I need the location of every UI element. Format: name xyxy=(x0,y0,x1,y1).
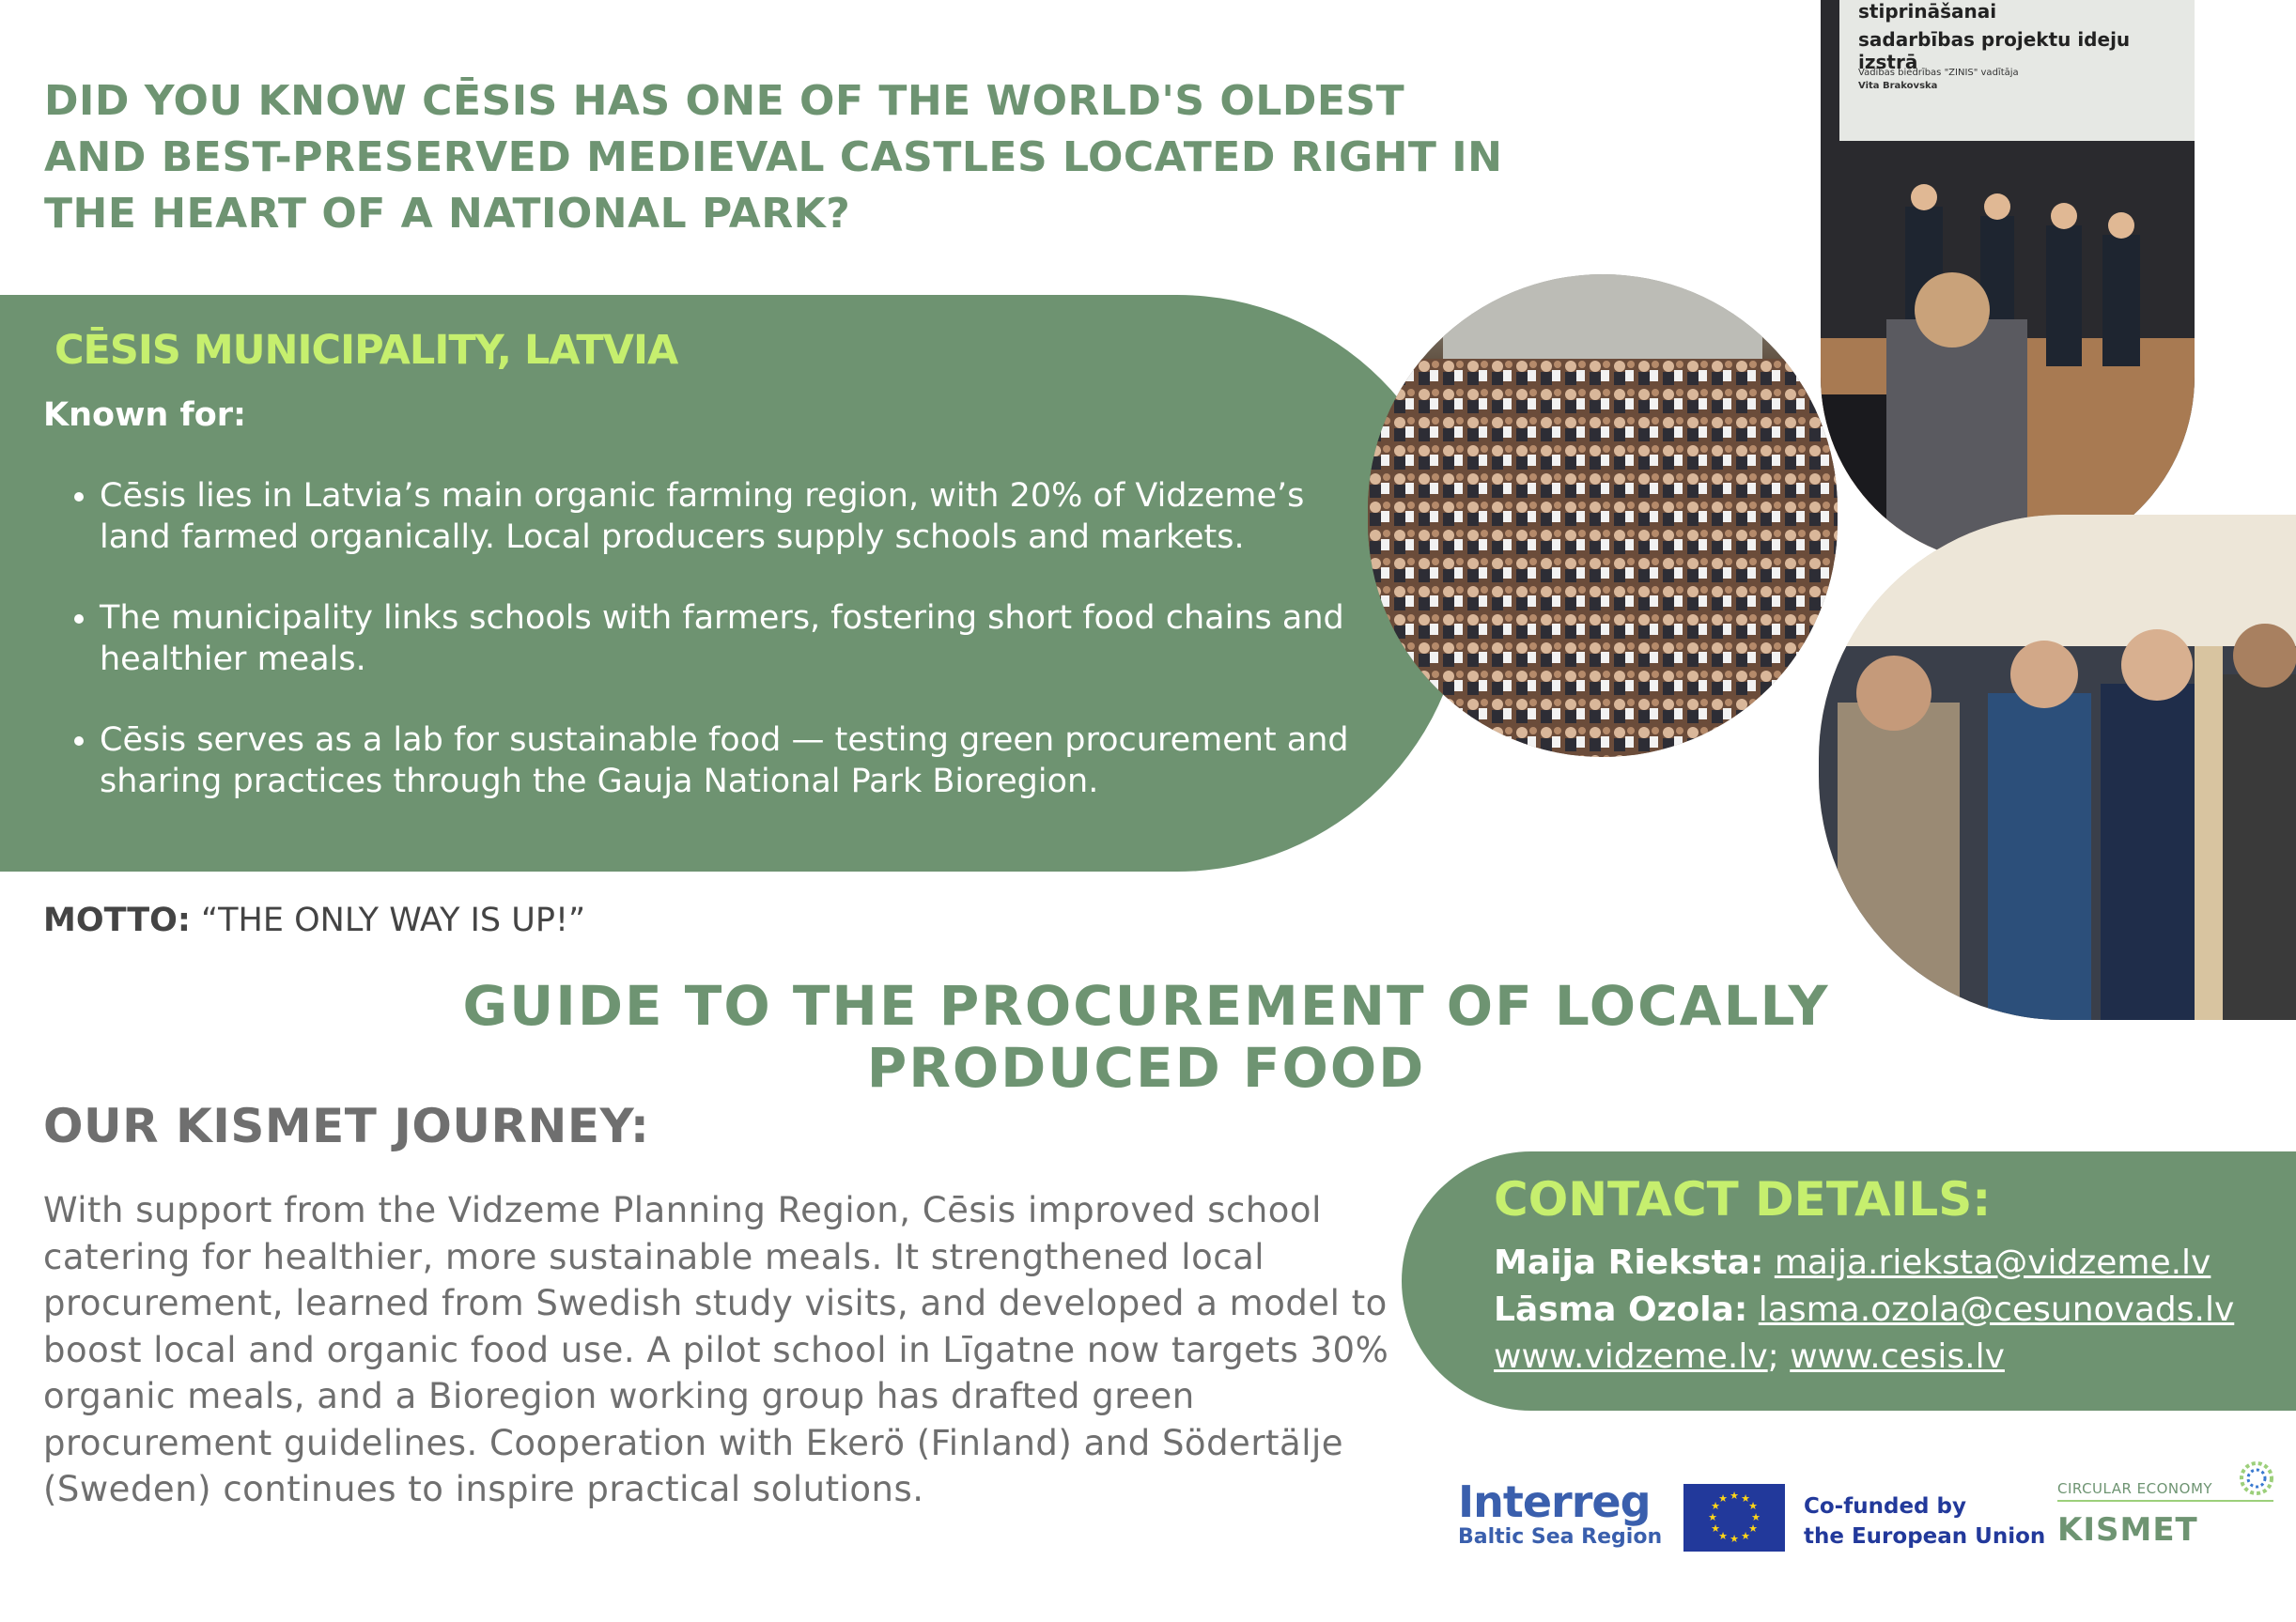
contact-details xyxy=(1494,1240,2234,1381)
known-for-item: • Cēsis lies in Latvia’s main organic farming region, with 20% of Vidzeme’s land farmed organically. Local producers supply schools and markets. xyxy=(100,475,1358,558)
svg-text:★: ★ xyxy=(1741,1530,1750,1542)
motto-label: MOTTO: xyxy=(43,902,191,939)
kismet-logo xyxy=(2057,1480,2272,1549)
svg-text:★: ★ xyxy=(1748,1500,1758,1512)
eu-cofunded-text xyxy=(1804,1491,2045,1552)
eu-text-line1: Co-funded by xyxy=(1804,1494,1966,1519)
known-for-list xyxy=(66,475,1358,842)
slide-text-line2: sadarbības projektu ideju izstrā xyxy=(1858,28,2131,73)
contact-name-1: Maija Rieksta: xyxy=(1494,1244,1764,1282)
interreg-logo xyxy=(1458,1476,1663,1552)
svg-text:★: ★ xyxy=(1718,1492,1728,1505)
svg-text:★: ★ xyxy=(1741,1492,1750,1505)
contact-websites xyxy=(1494,1334,2234,1381)
contact-email-1[interactable]: maija.rieksta@vidzeme.lv xyxy=(1774,1244,2211,1282)
website-link-vidzeme[interactable]: www.vidzeme.lv xyxy=(1494,1337,1768,1376)
website-link-cesis[interactable]: www.cesis.lv xyxy=(1790,1337,2005,1376)
website-separator: ; xyxy=(1767,1337,1779,1376)
kismet-name: KISMET xyxy=(2057,1511,2198,1549)
motto-text: “THE ONLY WAY IS UP!” xyxy=(201,902,586,939)
known-for-label: Known for: xyxy=(43,396,247,434)
contact-email-2[interactable]: lasma.ozola@cesunovads.lv xyxy=(1758,1290,2235,1329)
svg-text:★: ★ xyxy=(1708,1511,1717,1523)
kismet-tagline: CIRCULAR ECONOMY xyxy=(2057,1480,2213,1497)
headline-question: DID YOU KNOW CĒSIS HAS ONE OF THE WORLD'S OLDEST AND BEST-PRESERVED MEDIEVAL CASTLES LOCATED RIGHT IN THE HEART OF A NATIONAL PARK? xyxy=(44,77,1503,238)
contact-title: CONTACT DETAILS: xyxy=(1494,1172,1992,1227)
interreg-region: Baltic Sea Region xyxy=(1458,1525,1663,1549)
contact-person-1 xyxy=(1494,1240,2234,1287)
svg-text:★: ★ xyxy=(1751,1511,1761,1523)
slide-text-line1: stiprināšanai xyxy=(1858,0,1997,23)
svg-text:★: ★ xyxy=(1718,1530,1728,1542)
photo-stage xyxy=(1821,0,2195,564)
municipality-title: CĒSIS MUNICIPALITY, LATVIA xyxy=(54,327,678,374)
contact-person-2 xyxy=(1494,1287,2234,1334)
known-for-item: • The municipality links schools with farmers, fostering short food chains and healthier meals. xyxy=(100,597,1358,680)
eu-flag-icon xyxy=(1683,1484,1785,1552)
motto xyxy=(43,902,585,939)
interreg-name: Interreg xyxy=(1458,1476,1651,1527)
known-for-item: • Cēsis serves as a lab for sustainable food — testing green procurement and sharing practices through the Gauja National Park Bioregion. xyxy=(100,719,1358,802)
svg-text:★: ★ xyxy=(1711,1500,1720,1512)
journey-title: OUR KISMET JOURNEY: xyxy=(43,1099,650,1153)
photo-audience xyxy=(1368,274,1838,757)
slide-text-line3: Vadības biedrības "ZINIS" vadītāja xyxy=(1858,68,2019,78)
slide-text-line4: Vita Brakovska xyxy=(1858,81,1938,91)
photo-market xyxy=(1819,515,2296,1020)
kismet-logo-icon xyxy=(2238,1460,2275,1501)
eu-text-line2: the European Union xyxy=(1804,1524,2046,1549)
svg-text:★: ★ xyxy=(1711,1522,1720,1535)
journey-text: With support from the Vidzeme Planning Region, Cēsis improved school catering for healthier, more sustainable meals. It strengthened local procurement, learned from Swedish study visits, and developed a model to boost local and organic food use. A pilot school in Līgatne now targets 30% organic meals, and a Bioregion working group has drafted green procurement guidelines. Cooperation with Ekerö (Finland) and Södertälje (Sweden) continues to inspire practical solutions. xyxy=(43,1190,1389,1509)
svg-text:★: ★ xyxy=(1730,1490,1739,1502)
svg-text:★: ★ xyxy=(1748,1522,1758,1535)
contact-name-2: Lāsma Ozola: xyxy=(1494,1290,1748,1329)
svg-text:★: ★ xyxy=(1730,1533,1739,1545)
guide-title: GUIDE TO THE PROCUREMENT OF LOCALLY PRODUCED FOOD xyxy=(462,974,1830,1100)
